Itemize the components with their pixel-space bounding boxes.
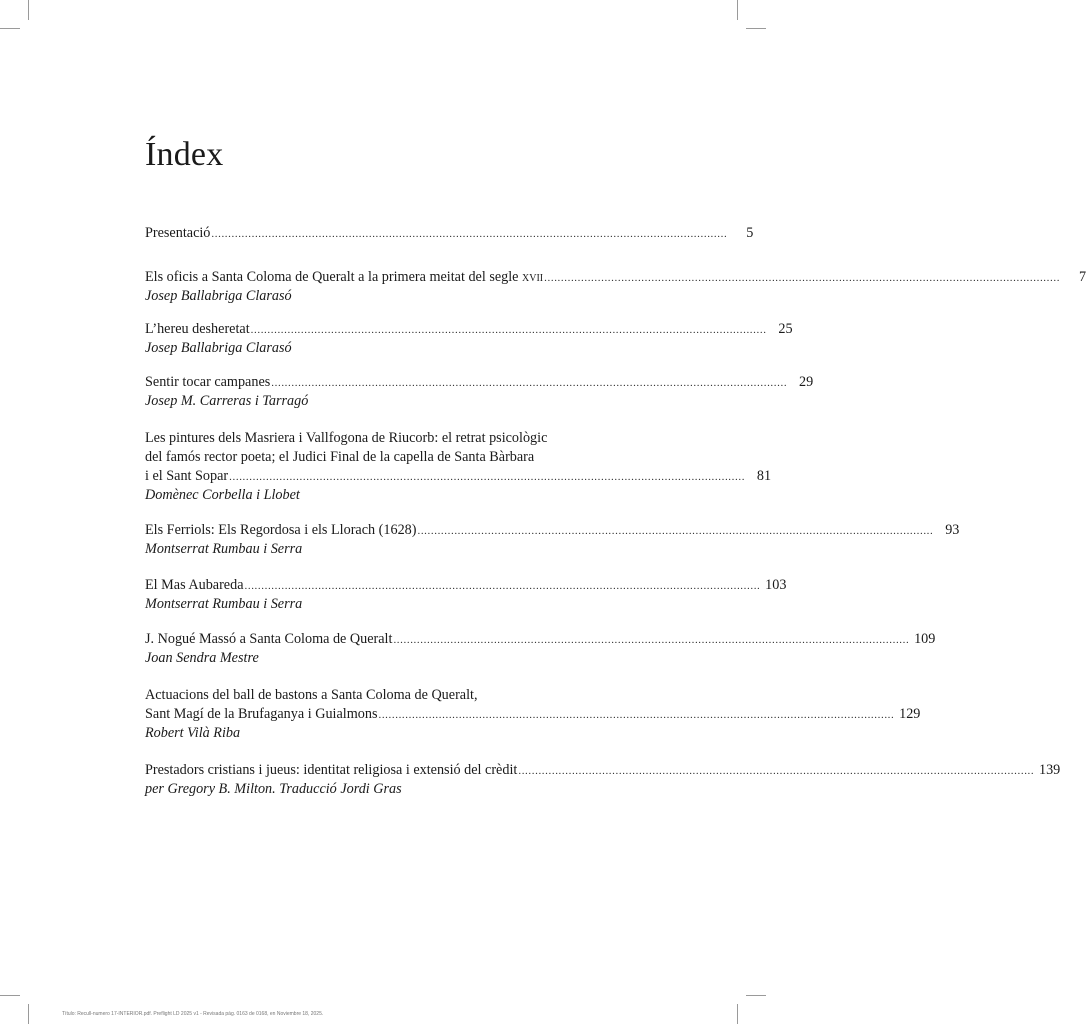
toc-page-number: 139	[1038, 762, 1061, 778]
toc-page-number: 7	[1078, 269, 1086, 285]
toc-page-number: 5	[746, 225, 754, 241]
toc-page-number: 103	[765, 577, 787, 593]
toc-entry[interactable]	[145, 429, 772, 505]
toc-author: Robert Vilà Riba	[145, 725, 241, 741]
dot-leader: ..........................................................................................................................................................	[518, 765, 1035, 777]
toc-entry[interactable]	[145, 576, 787, 614]
toc-entry-title-line: Les pintures dels Masriera i Vallfogona de Riucorb: el retrat psicològic	[145, 430, 548, 446]
toc-entry-title: Sant Magí de la Brufaganya i Guialmons	[145, 706, 378, 722]
toc-entry-title: i el Sant Sopar	[145, 468, 229, 484]
dot-leader: ..........................................................................................................................................................	[417, 525, 934, 537]
toc-page-number: 29	[799, 374, 814, 390]
toc-author: Josep Ballabriga Clarasó	[145, 288, 292, 304]
toc-entry-title: El Mas Aubareda	[145, 577, 244, 593]
toc-entry[interactable]	[145, 521, 960, 559]
dot-leader: ..........................................................................................................................................................	[271, 377, 788, 389]
crop-mark	[746, 28, 766, 29]
toc-entry[interactable]	[145, 373, 814, 411]
century-numeral: xvii	[522, 269, 544, 285]
dot-leader: ..........................................................................................................................................................	[250, 324, 767, 336]
toc-entry[interactable]	[145, 630, 936, 668]
toc-entry-title: Els Ferriols: Els Regordosa i els Llorach (1628)	[145, 522, 417, 538]
crop-mark	[737, 1004, 738, 1024]
page-title: Índex	[145, 136, 224, 173]
toc-entry-title: Presentació	[145, 225, 211, 241]
crop-mark	[0, 995, 20, 996]
dot-leader: ..........................................................................................................................................................	[229, 471, 746, 483]
toc-page-number: 109	[914, 631, 936, 647]
crop-mark	[28, 1004, 29, 1024]
toc-author: per Gregory B. Milton. Traducció Jordi Gras	[145, 781, 402, 797]
dot-leader: ..........................................................................................................................................................	[244, 580, 761, 592]
dot-leader: ..........................................................................................................................................................	[393, 634, 910, 646]
toc-author: Josep Ballabriga Clarasó	[145, 340, 292, 356]
crop-mark	[737, 0, 738, 20]
toc-page-number: 81	[756, 468, 772, 484]
dot-leader: ..........................................................................................................................................................	[211, 228, 728, 240]
toc-entry-title: Sentir tocar campanes	[145, 374, 271, 390]
crop-mark	[746, 995, 766, 996]
toc-entry-title-line: del famós rector poeta; el Judici Final de la capella de Santa Bàrbara	[145, 449, 535, 465]
toc-entry-title: J. Nogué Massó a Santa Coloma de Queralt	[145, 631, 393, 647]
dot-leader: ..........................................................................................................................................................	[378, 709, 895, 721]
toc-entry-title	[145, 268, 543, 287]
toc-page-number: 93	[945, 522, 960, 538]
print-slug: Título: Recull-numero 17-INTERIOR.pdf. Preflight LD 2025 v1 - Revisada pág. 0163 de 0168, en Noviembre 18, 2025.	[62, 1011, 324, 1017]
toc-entry[interactable]	[145, 320, 793, 358]
toc-entry-title-main: Els oficis a Santa Coloma de Queralt a la primera meitat del segle	[145, 269, 523, 285]
crop-mark	[0, 28, 20, 29]
toc-author: Montserrat Rumbau i Serra	[145, 541, 303, 557]
toc-entry[interactable]	[145, 686, 921, 743]
toc-entry-title: Prestadors cristians i jueus: identitat religiosa i extensió del crèdit	[145, 762, 518, 778]
toc-page-number: 129	[899, 706, 921, 722]
toc-author: Domènec Corbella i Llobet	[145, 487, 300, 503]
toc-page-number: 25	[778, 321, 793, 337]
toc-entry[interactable]	[145, 224, 754, 243]
toc-entry[interactable]	[145, 268, 1086, 306]
toc-author: Joan Sendra Mestre	[145, 650, 259, 666]
crop-mark	[28, 0, 29, 20]
toc-entry-title-line: Actuacions del ball de bastons a Santa Coloma de Queralt,	[145, 687, 478, 703]
dot-leader: ..........................................................................................................................................................	[544, 272, 1061, 284]
toc-author: Montserrat Rumbau i Serra	[145, 596, 303, 612]
toc-author: Josep M. Carreras i Tarragó	[145, 393, 309, 409]
toc-entry-title: L’hereu desheretat	[145, 321, 250, 337]
toc-entry[interactable]	[145, 761, 1061, 799]
